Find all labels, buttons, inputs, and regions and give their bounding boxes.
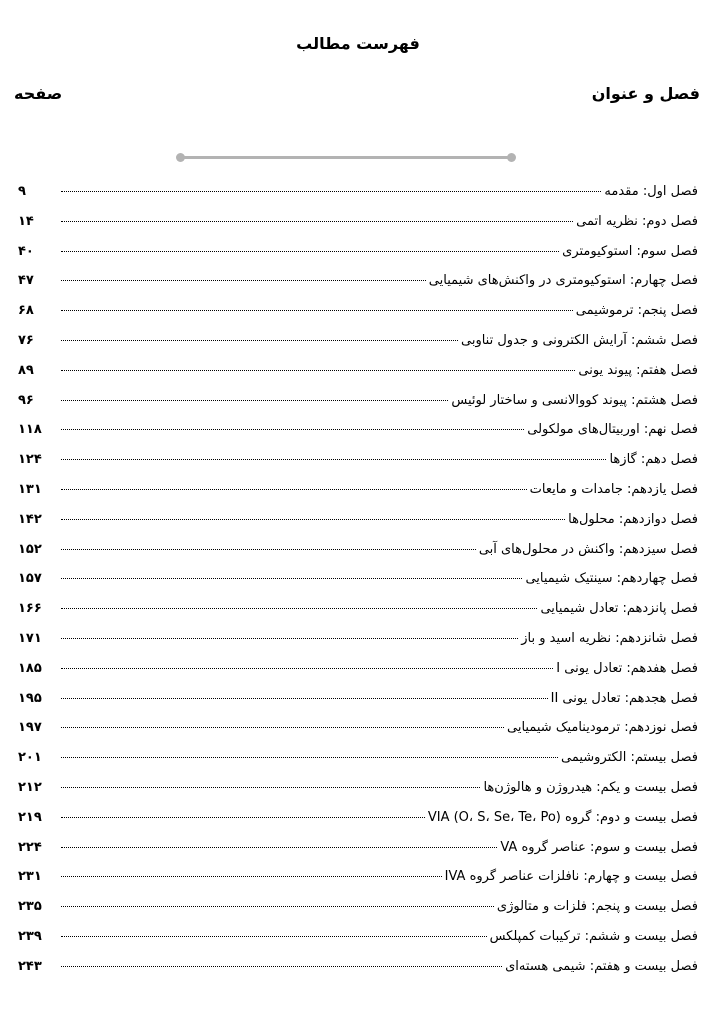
toc-entry-title: فصل سیزدهم: واکنش در محلول‌های آبی xyxy=(478,541,698,557)
dot-leader xyxy=(61,660,553,669)
dot-leader xyxy=(61,272,426,281)
toc-entry-title: فصل بیستم: الکتروشیمی xyxy=(561,750,698,766)
toc-entry-page-number: ۹۶ xyxy=(18,392,34,408)
toc-entry-page-number: ۲۱۲ xyxy=(18,779,42,795)
toc-entry[interactable] xyxy=(18,840,698,870)
toc-entry-title: فصل بیست و دوم: گروه VIA (O، S، Se، Te، Po) xyxy=(427,809,698,825)
toc-entry-title: فصل شانزدهم: نظریه اسید و باز xyxy=(521,630,698,646)
dot-leader xyxy=(61,183,601,192)
dot-leader xyxy=(61,928,487,937)
toc-entry-page-number: ۴۰ xyxy=(18,243,34,259)
dot-leader xyxy=(61,958,502,967)
toc-entry[interactable] xyxy=(18,810,698,840)
toc-entry-page-number: ۱۲۴ xyxy=(18,452,42,468)
toc-entry-title: فصل بیست و یکم: هیدروژن و هالوژن‌ها xyxy=(483,779,698,795)
dot-leader xyxy=(61,630,518,639)
toc-entry-page-number: ۱۵۷ xyxy=(18,571,42,587)
dot-leader xyxy=(61,362,575,371)
toc-entry[interactable] xyxy=(18,691,698,721)
toc-entry-page-number: ۲۰۱ xyxy=(18,750,42,766)
toc-entry-title: فصل اول: مقدمه xyxy=(604,184,698,199)
toc-entry-page-number: ۱۱۸ xyxy=(18,422,42,438)
toc-entry[interactable] xyxy=(18,899,698,929)
toc-entry-title: فصل هجدهم: تعادل یونی II xyxy=(550,690,698,706)
toc-entry-title: فصل چهارم: استوکیومتری در واکنش‌های شیمیایی xyxy=(428,273,698,289)
dot-leader xyxy=(61,451,606,460)
dot-leader xyxy=(61,511,565,520)
dot-leader xyxy=(61,213,573,222)
toc-entry[interactable] xyxy=(18,512,698,542)
dot-leader xyxy=(61,868,442,877)
dot-leader xyxy=(61,421,524,430)
toc-entry-title: فصل دهم: گازها xyxy=(609,452,698,468)
toc-entry-page-number: ۱۹۵ xyxy=(18,690,42,706)
dot-leader xyxy=(61,809,425,818)
toc-entry-title: فصل بیست و پنجم: فلزات و متالوژی xyxy=(496,899,698,915)
dot-leader xyxy=(61,302,573,311)
toc-entry-title: فصل پنجم: ترموشیمی xyxy=(575,303,698,319)
toc-entry-title: فصل نهم: اوربیتال‌های مولکولی xyxy=(527,422,698,438)
toc-entry-page-number: ۶۸ xyxy=(18,303,34,319)
toc-entry[interactable] xyxy=(18,393,698,423)
toc-entry[interactable] xyxy=(18,422,698,452)
toc-entry-title: فصل هفتم: پیوند یونی xyxy=(578,362,698,378)
dot-leader xyxy=(61,839,497,848)
toc-entry-page-number: ۱۴ xyxy=(18,213,34,229)
toc-entry[interactable] xyxy=(18,720,698,750)
toc-entry-title: فصل یازدهم: جامدات و مایعات xyxy=(529,481,698,497)
toc-entry-title: فصل بیست و ششم: ترکیبات کمپلکس xyxy=(489,928,698,944)
divider-dot-left xyxy=(176,153,185,162)
dot-leader xyxy=(61,719,504,728)
table-of-contents xyxy=(18,184,698,989)
page-title: فهرست مطالب xyxy=(296,34,420,53)
dot-leader xyxy=(61,690,548,699)
toc-entry[interactable] xyxy=(18,750,698,780)
divider-bar xyxy=(180,156,512,159)
page-column-header: صفحه xyxy=(14,84,63,103)
toc-entry-title: فصل دوم: نظریه اتمی xyxy=(576,213,698,229)
chapter-column-header: فصل و عنوان xyxy=(591,84,700,103)
toc-entry-page-number: ۲۳۹ xyxy=(18,928,42,944)
toc-entry-title: فصل هفدهم: تعادل یونی I xyxy=(556,660,698,676)
toc-entry[interactable] xyxy=(18,571,698,601)
toc-entry-page-number: ۲۳۵ xyxy=(18,899,42,915)
dot-leader xyxy=(61,243,559,252)
toc-entry-page-number: ۲۴۳ xyxy=(18,958,42,974)
dot-leader xyxy=(61,332,458,341)
toc-entry-page-number: ۲۱۹ xyxy=(18,809,42,825)
toc-entry-page-number: ۸۹ xyxy=(18,362,34,378)
dot-leader xyxy=(61,898,494,907)
dot-leader xyxy=(61,570,522,579)
toc-entry[interactable] xyxy=(18,661,698,691)
toc-entry-page-number: ۱۴۲ xyxy=(18,511,42,527)
toc-entry-page-number: ۷۶ xyxy=(18,332,34,348)
toc-entry[interactable] xyxy=(18,959,698,989)
toc-entry-title: فصل چهاردهم: سینتیک شیمیایی xyxy=(525,571,698,587)
toc-entry-page-number: ۲۲۴ xyxy=(18,839,42,855)
toc-entry[interactable] xyxy=(18,780,698,810)
toc-entry-title: فصل دوازدهم: محلول‌ها xyxy=(568,511,698,527)
toc-entry[interactable] xyxy=(18,869,698,899)
toc-entry-page-number: ۱۶۶ xyxy=(18,601,42,617)
toc-entry-page-number: ۹ xyxy=(18,184,26,199)
toc-entry-page-number: ۱۸۵ xyxy=(18,660,42,676)
toc-entry-title: فصل ششم: آرایش الکترونی و جدول تناوبی xyxy=(460,332,698,348)
toc-entry[interactable] xyxy=(18,631,698,661)
toc-entry-page-number: ۱۵۲ xyxy=(18,541,42,557)
divider-dot-right xyxy=(507,153,516,162)
dot-leader xyxy=(61,541,476,550)
toc-entry-page-number: ۴۷ xyxy=(18,273,34,289)
toc-entry-page-number: ۱۳۱ xyxy=(18,481,42,497)
toc-entry[interactable] xyxy=(18,452,698,482)
toc-entry[interactable] xyxy=(18,542,698,572)
toc-entry-title: فصل هشتم: پیوند کووالانسی و ساختار لوئیس xyxy=(451,392,698,408)
toc-entry[interactable] xyxy=(18,929,698,959)
dot-leader xyxy=(61,749,558,758)
toc-entry-title: فصل بیست و سوم: عناصر گروه VA xyxy=(500,839,698,855)
toc-entry[interactable] xyxy=(18,482,698,512)
toc-entry-title: فصل پانزدهم: تعادل شیمیایی xyxy=(540,601,698,617)
toc-entry[interactable] xyxy=(18,244,698,274)
toc-entry[interactable] xyxy=(18,273,698,303)
toc-entry-title: فصل بیست و چهارم: نافلزات عناصر گروه IVA xyxy=(444,869,698,885)
toc-entry[interactable] xyxy=(18,184,698,214)
toc-entry-page-number: ۲۳۱ xyxy=(18,869,42,885)
dot-leader xyxy=(61,600,537,609)
toc-entry[interactable] xyxy=(18,601,698,631)
toc-entry-page-number: ۱۹۷ xyxy=(18,720,42,736)
toc-entry[interactable] xyxy=(18,214,698,244)
toc-entry-page-number: ۱۷۱ xyxy=(18,630,42,646)
toc-entry[interactable] xyxy=(18,303,698,333)
dot-leader xyxy=(61,392,448,401)
toc-entry-title: فصل سوم: استوکیومتری xyxy=(562,243,698,259)
dot-leader xyxy=(61,779,480,788)
toc-entry[interactable] xyxy=(18,363,698,393)
toc-entry-title: فصل بیست و هفتم: شیمی هسته‌ای xyxy=(505,958,698,974)
toc-entry[interactable] xyxy=(18,333,698,363)
dot-leader xyxy=(61,481,527,490)
decorative-divider xyxy=(176,154,516,162)
toc-entry-title: فصل نوزدهم: ترمودینامیک شیمیایی xyxy=(507,720,698,736)
